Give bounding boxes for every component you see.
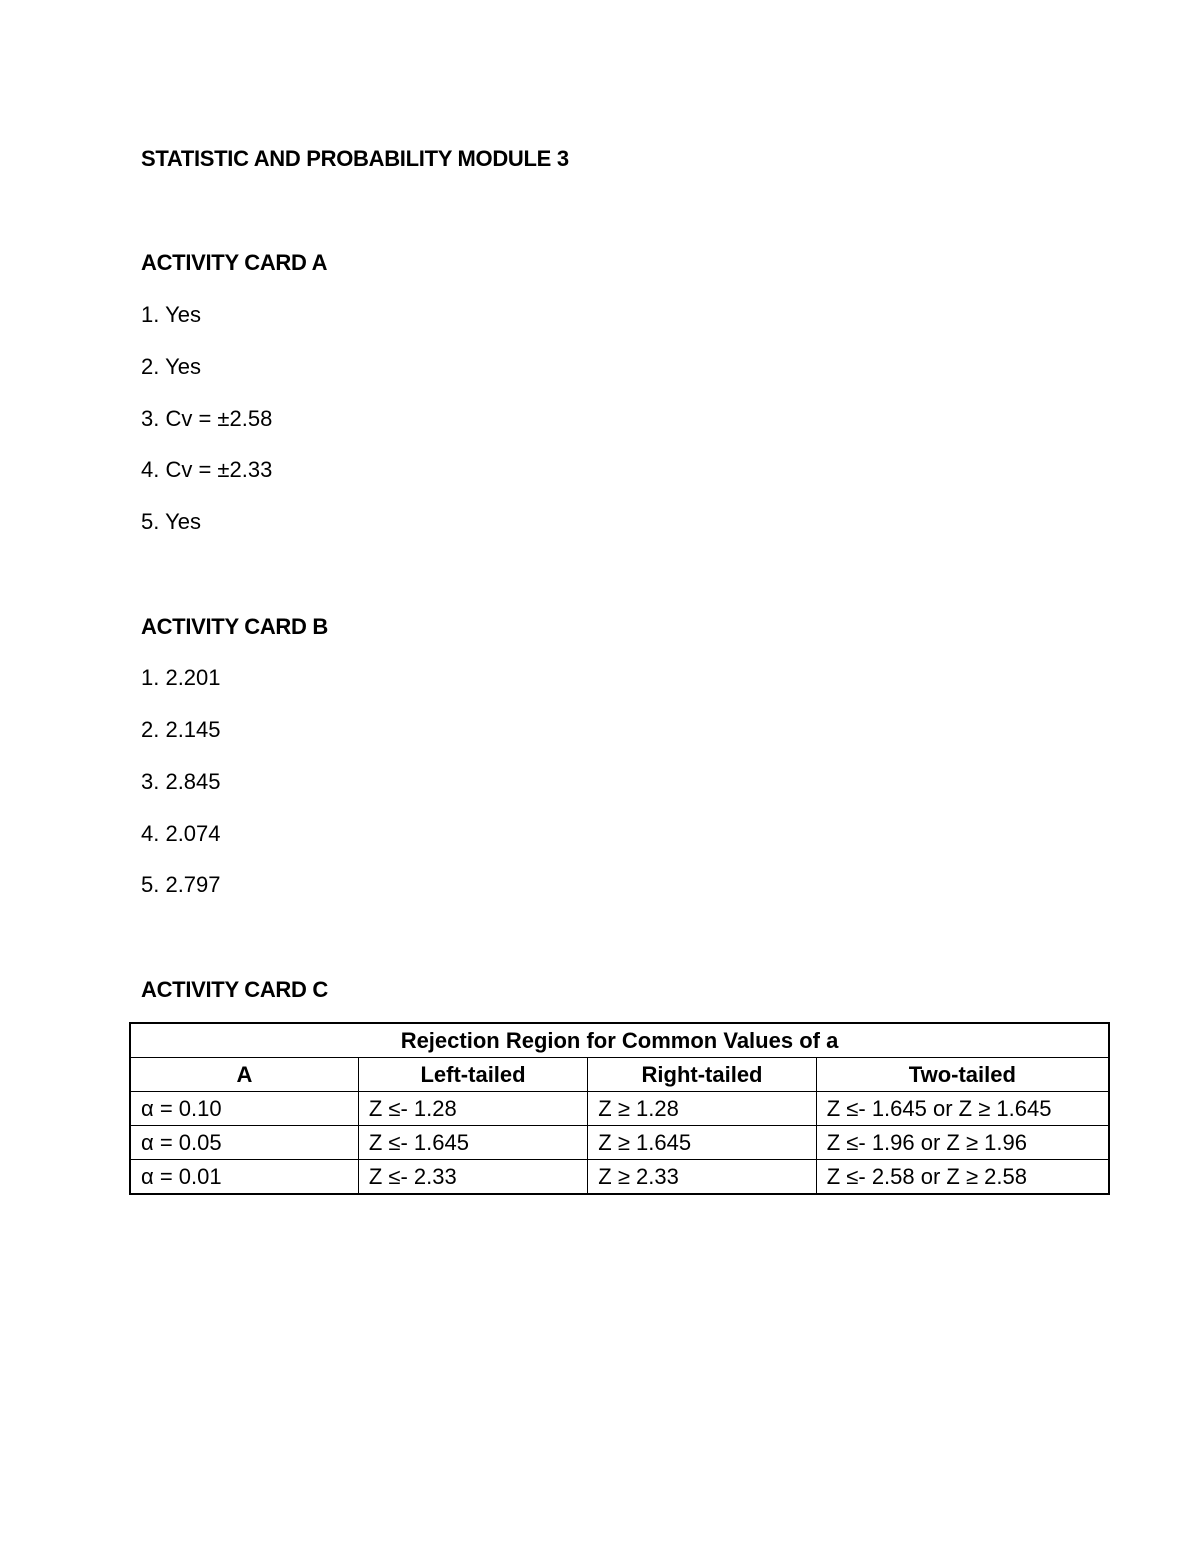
table-cell: Z ≤- 2.33	[358, 1160, 587, 1195]
table-row	[130, 1160, 1109, 1195]
activity-a-item-3: 3. Cv = ±2.58	[141, 406, 273, 431]
table-row	[130, 1092, 1109, 1126]
activity-a-item-4: 4. Cv = ±2.33	[141, 457, 273, 482]
table-cell: Z ≤- 1.28	[358, 1092, 587, 1126]
table-cell: Z ≤- 1.645	[358, 1126, 587, 1160]
page-title: STATISTIC AND PROBABILITY MODULE 3	[141, 146, 569, 171]
activity-card-c-heading: ACTIVITY CARD C	[141, 977, 328, 1002]
table-cell: α = 0.01	[130, 1160, 358, 1195]
table-header-row	[130, 1058, 1109, 1092]
activity-b-item-1: 1. 2.201	[141, 665, 221, 690]
column-header-alpha: A	[130, 1058, 358, 1092]
activity-b-item-4: 4. 2.074	[141, 821, 221, 846]
activity-b-item-2: 2. 2.145	[141, 717, 221, 742]
activity-b-item-3: 3. 2.845	[141, 769, 221, 794]
table-cell: Z ≤- 1.645 or Z ≥ 1.645	[816, 1092, 1109, 1126]
column-header-left-tailed: Left-tailed	[358, 1058, 587, 1092]
activity-card-b-heading: ACTIVITY CARD B	[141, 614, 328, 639]
activity-b-item-5: 5. 2.797	[141, 872, 221, 897]
activity-card-a-heading: ACTIVITY CARD A	[141, 250, 328, 275]
table-row	[130, 1126, 1109, 1160]
activity-a-item-2: 2. Yes	[141, 354, 201, 379]
rejection-region-table-wrapper	[129, 1022, 1110, 1195]
table-cell: Z ≥ 1.645	[588, 1126, 816, 1160]
table-cell: α = 0.05	[130, 1126, 358, 1160]
table-cell: Z ≤- 1.96 or Z ≥ 1.96	[816, 1126, 1109, 1160]
table-cell: Z ≥ 1.28	[588, 1092, 816, 1126]
table-caption-row	[130, 1023, 1109, 1058]
table-cell: α = 0.10	[130, 1092, 358, 1126]
column-header-right-tailed: Right-tailed	[588, 1058, 816, 1092]
table-cell: Z ≥ 2.33	[588, 1160, 816, 1195]
rejection-region-table	[129, 1022, 1110, 1195]
table-caption: Rejection Region for Common Values of a	[130, 1023, 1109, 1058]
activity-a-item-1: 1. Yes	[141, 302, 201, 327]
table-cell: Z ≤- 2.58 or Z ≥ 2.58	[816, 1160, 1109, 1195]
column-header-two-tailed: Two-tailed	[816, 1058, 1109, 1092]
activity-a-item-5: 5. Yes	[141, 509, 201, 534]
